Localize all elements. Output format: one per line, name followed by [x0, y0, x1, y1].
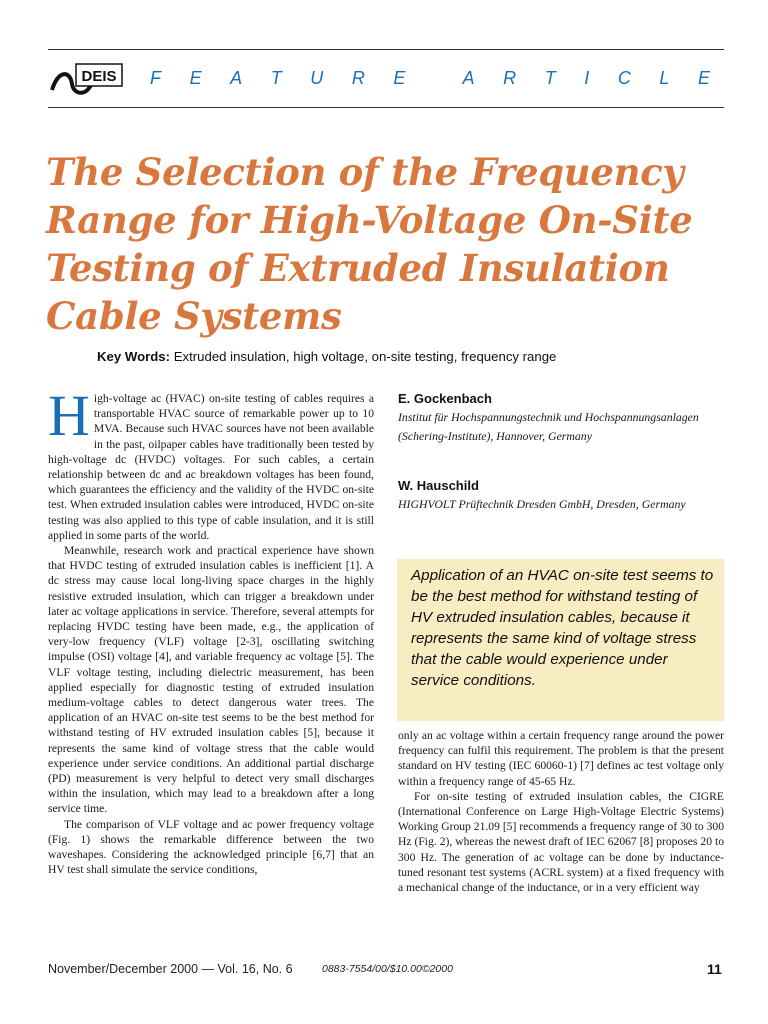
feature-letter: A [462, 68, 475, 88]
body-column-right [398, 728, 724, 895]
keywords-label: Key Words: [97, 349, 171, 364]
author-name: W. Hauschild [398, 478, 479, 493]
feature-letter: E [697, 68, 710, 88]
deis-logo [48, 60, 126, 100]
feature-article-banner [150, 68, 710, 89]
body-paragraph [48, 383, 374, 543]
issue-info: November/December 2000 — Vol. 16, No. 6 [48, 962, 293, 976]
feature-letter: L [659, 68, 670, 88]
logo-text: DEIS [81, 68, 117, 85]
feature-letter: F [150, 68, 161, 88]
author-affiliation: HIGHVOLT Prüftechnik Dresden GmbH, Dresden, Germany [398, 497, 686, 511]
page-number: 11 [707, 961, 722, 977]
body-paragraph: Meanwhile, research work and practical experience have shown that HVDC testing of extruded insulation cables is inefficient [1]. A dc stress may cause local long-living space charges in the highly resistive extruded insulation, which can trigger a breakdown under later ac voltage applications in service. Therefore, several attempts for replacing HVDC testing have been made, e.g., the application of very-low frequency (VLF) voltage [2-3], oscillating switching impulse (OSI) voltage [4], and variable frequency ac voltage [5]. The VLF voltage testing, including dielectric measurement, has been applied especially for diagnostic testing of extruded insulation medium-voltage cables to detect dangerous water trees. The application of an HVAC on-site test seems to be the best method for withstand testing of HV extruded insulation cables [5], because it represents the same kind of voltage stress that the cable would experience under service conditions. An additional partial discharge (PD) measurement is very helpful to detect very small discharges within the insulation, which may lead to a breakdown after a long service time. [48, 544, 374, 816]
article-title: The Selection of the Frequency Range for High-Voltage On-Site Testing of Extruded Insulation Cable Systems [46, 150, 693, 338]
copyright-code: 0883-7554/00/$10.00©2000 [322, 963, 453, 975]
feature-letter: A [230, 68, 243, 88]
keywords-line [97, 349, 737, 364]
body-paragraph: only an ac voltage within a certain frequency range around the power frequency can fulfil this requirement. The problem is that the present standard on HV testing (IEC 60060-1) [7] defines ac test voltage only within a frequency range of 45-65 Hz. [398, 729, 724, 788]
drop-cap: H [48, 383, 90, 448]
body-paragraph: The comparison of VLF voltage and ac power frequency voltage (Fig. 1) shows the remarkable difference between the two waveshapes. Considering the acknowledged principle [6,7] that an HV test shall simulate the service conditions, [48, 817, 374, 877]
feature-letter: T [270, 68, 282, 88]
header-bottom-rule [48, 107, 724, 108]
feature-letter: E [189, 68, 202, 88]
feature-letter: R [503, 68, 517, 88]
top-rule [48, 49, 724, 50]
feature-letter: R [351, 68, 365, 88]
author-affiliation: Institut für Hochspannungstechnik und Hochspannungsanlagen (Schering-Institute), Hannover, Germany [398, 410, 699, 443]
author-name: E. Gockenbach [398, 391, 492, 406]
pull-quote: Application of an HVAC on-site test seems to be the best method for withstand testing of HV extruded insulation cables, because it represents the same kind of voltage stress that the cable would experience under service conditions. [397, 559, 724, 721]
feature-letter: E [393, 68, 406, 88]
feature-letter: I [584, 68, 590, 88]
keywords-text: Extruded insulation, high voltage, on-site testing, frequency range [173, 349, 557, 364]
feature-letter: T [544, 68, 556, 88]
body-column-left [48, 383, 374, 878]
body-paragraph-text: igh-voltage ac (HVAC) on-site testing of cables requires a transportable HVAC source of remarkable power up to 10 MVA. Because such HVAC sources have not been available in the past, oilpaper cables have traditionally been tested by high-voltage dc (HVDC) voltages. For such cables, a certain relationship between dc and ac breakdown voltages has been found, which guarantees the efficiency and the validity of the HVDC on-site test. When extruded insulation cables were introduced, HVDC on-site testing was also applied to this type of cable insulation, and it is still applied in some parts of the world. [48, 392, 374, 542]
feature-letter: C [617, 68, 631, 88]
body-paragraph: For on-site testing of extruded insulation cables, the CIGRE (International Conference on Large High-Voltage Electric Systems) Working Group 21.09 [5] recommends a frequency range of 30 to 300 Hz (Fig. 2), whereas the newest draft of IEC 62067 [8] proposes 20 to 300 Hz. The generation of ac voltage can be done by inductance-tuned resonant test systems (ACRL system) at a fixed frequency with a mechanical change of the inductance, or in a very efficient way [398, 789, 724, 895]
feature-letter: U [310, 68, 324, 88]
